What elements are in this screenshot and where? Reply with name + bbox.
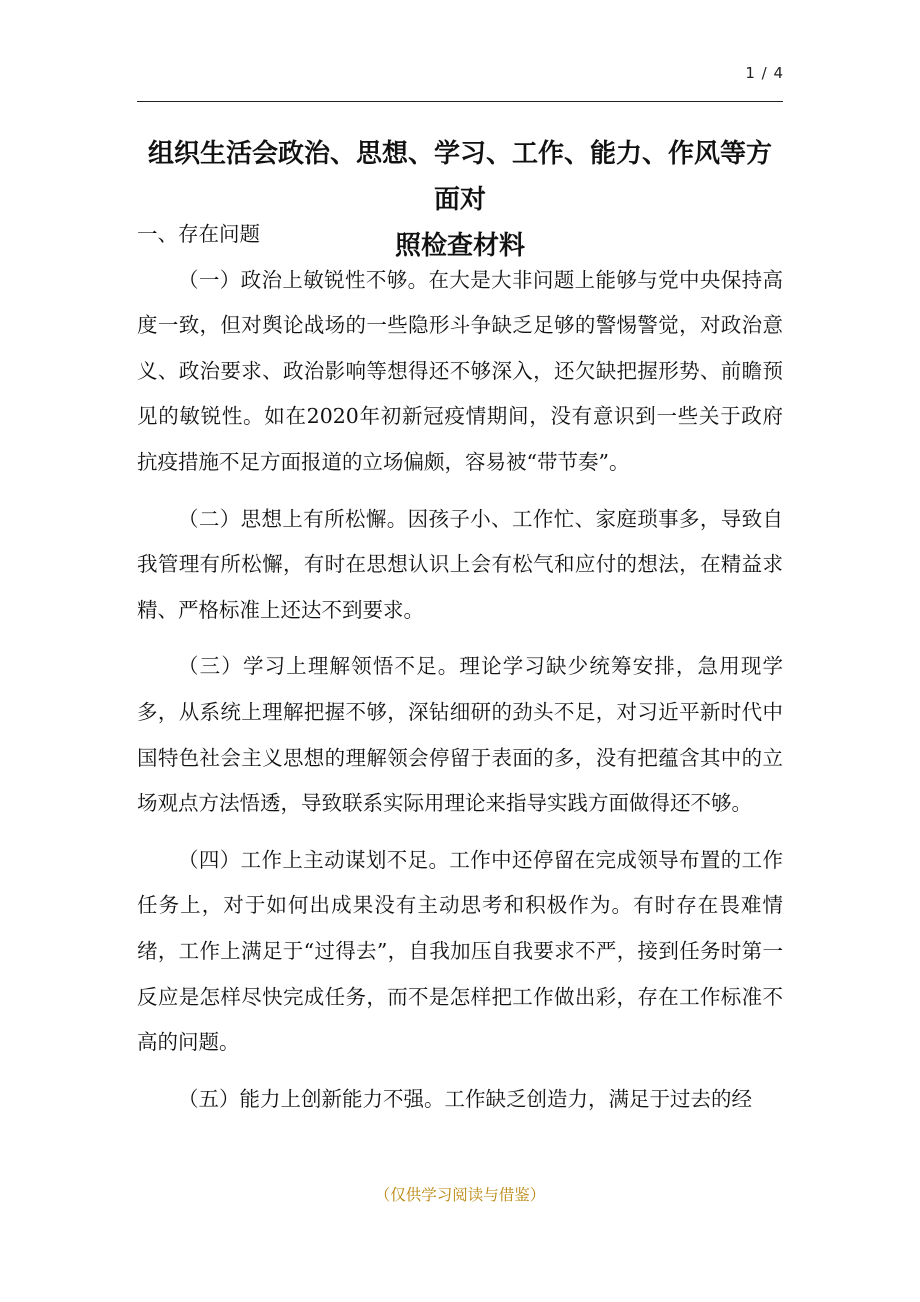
- document-body: [137, 212, 783, 1133]
- footer-note: （仅供学习阅读与借鉴）: [374, 1186, 546, 1204]
- paragraph-ideological: （二）思想上有所松懈。因孩子小、工作忙、家庭琐事多，导致自我管理有所松懈，有时在思想认识上会有松气和应付的想法，在精益求精、严格标准上还达不到要求。: [137, 506, 783, 622]
- paragraph-work: （四）工作上主动谋划不足。工作中还停留在完成领导布置的工作任务上，对于如何出成果没有主动思考和积极作为。有时存在畏难情绪，工作上满足于“过得去”，自我加压自我要求不严，接到任务时第一反应是怎样尽快完成任务，而不是怎样把工作做出彩，存在工作标准不高的问题。: [137, 847, 783, 1055]
- page-number: 1 / 4: [745, 64, 784, 82]
- paragraph-learning: （三）学习上理解领悟不足。理论学习缺少统筹安排，急用现学多，从系统上理解把握不够，深钻细研的劲头不足，对习近平新时代中国特色社会主义思想的理解领会停留于表面的多，没有把蕴含其中的立场观点方法悟透，导致联系实际用理论来指导实践方面做得还不够。: [137, 654, 783, 816]
- title-line-1: 组织生活会政治、思想、学习、工作、能力、作风等方面对: [147, 139, 772, 216]
- section-heading: 一、存在问题: [137, 222, 260, 246]
- paragraph-political: （一）政治上敏锐性不够。在大是大非问题上能够与党中央保持高度一致，但对舆论战场的一些隐形斗争缺乏足够的警惕警觉，对政治意义、政治要求、政治影响等想得还不够深入，还欠缺把握形势、前瞻预见的敏锐性。如在2020年初新冠疫情期间，没有意识到一些关于政府抗疫措施不足方面报道的立场偏颇，容易被“带节奏”。: [137, 267, 783, 474]
- title-line-2: 照检查材料: [394, 231, 525, 262]
- header-divider: [137, 101, 783, 102]
- paragraph-ability: （五）能力上创新能力不强。工作缺乏创造力，满足于过去的经: [178, 1086, 752, 1111]
